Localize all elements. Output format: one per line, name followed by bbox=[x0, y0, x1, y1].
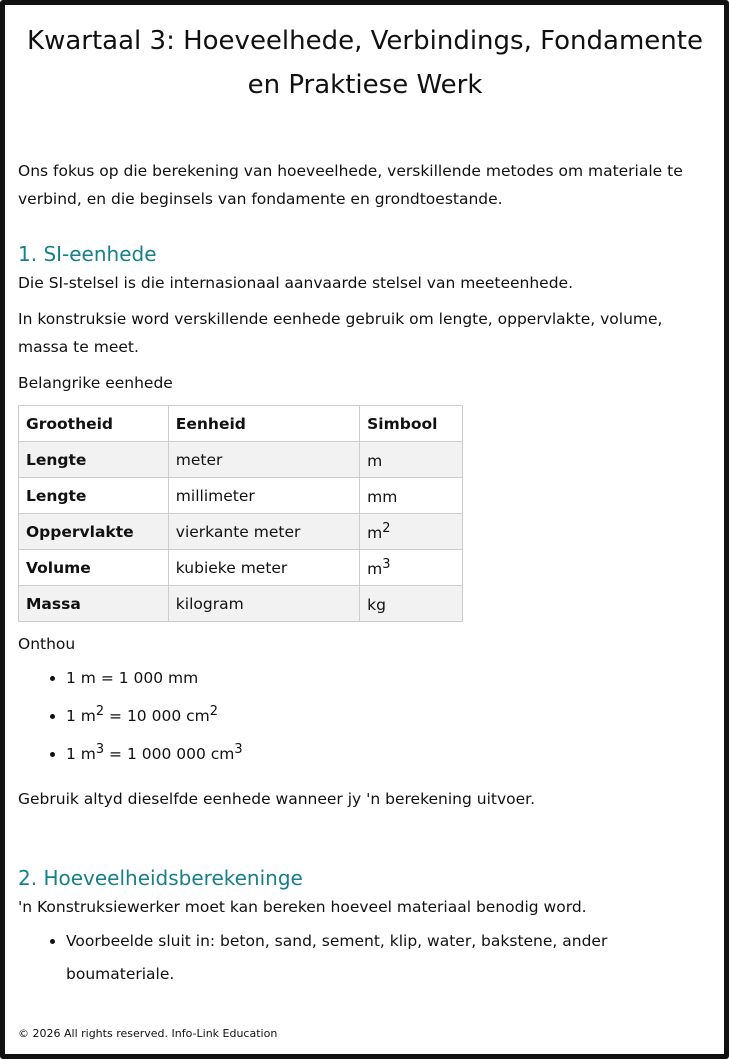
table-row bbox=[19, 478, 463, 514]
cell-unit: kubieke meter bbox=[168, 550, 359, 586]
header-quantity: Grootheid bbox=[19, 406, 169, 442]
construction-units-paragraph: In konstruksie word verskillende eenhede gebruik om lengte, oppervlakte, volume, massa te meet. bbox=[18, 310, 663, 356]
same-units-note: Gebruik altyd dieselfde eenhede wanneer jy 'n berekening uitvoer. bbox=[18, 790, 536, 809]
list-item: • Voorbeelde sluit in: beton, sand, sement, klip, water, bakstene, ander boumateriale. bbox=[66, 925, 712, 991]
table-row bbox=[19, 442, 463, 478]
table-caption: Belangrike eenhede bbox=[18, 374, 173, 392]
cell-quantity: Volume bbox=[19, 550, 169, 586]
materials-list bbox=[18, 925, 712, 991]
table-row bbox=[19, 586, 463, 622]
list-item: • 1 $m^3 = 1$ 000 000 $cm^3$ bbox=[66, 733, 712, 771]
cell-symbol: m bbox=[360, 442, 463, 478]
cell-symbol: kg bbox=[360, 586, 463, 622]
header-symbol: Simbool bbox=[360, 406, 463, 442]
units-table bbox=[18, 405, 463, 622]
cell-quantity: Oppervlakte bbox=[19, 514, 169, 550]
header-unit: Eenheid bbox=[168, 406, 359, 442]
list-item: • 1 m = 1 000 mm bbox=[66, 662, 712, 695]
cell-quantity: Lengte bbox=[19, 478, 169, 514]
remember-label: Onthou bbox=[18, 635, 76, 653]
section-heading-quantity-calculations: 2. Hoeveelheidsberekeninge bbox=[18, 866, 303, 891]
cell-unit: meter bbox=[168, 442, 359, 478]
cell-quantity: Lengte bbox=[19, 442, 169, 478]
list-item: • 1 $m^2 = 10$ 000 $cm^2$ bbox=[66, 695, 712, 733]
cell-unit: millimeter bbox=[168, 478, 359, 514]
si-definition-paragraph: Die SI-stelsel is die internasionaal aanvaarde stelsel van meeteenhede. bbox=[18, 274, 574, 292]
cell-symbol: $m^3$ bbox=[360, 550, 463, 586]
table-header-row bbox=[19, 406, 463, 442]
table-row bbox=[19, 550, 463, 586]
quantity-intro-paragraph: 'n Konstruksiewerker moet kan bereken hoeveel materiaal benodig word. bbox=[18, 898, 587, 917]
intro-paragraph: Ons fokus op die berekening van hoeveelhede, verskillende metodes om materiale te verbind, en die beginsels van fondamente en grondtoestande. bbox=[18, 162, 683, 208]
cell-unit: vierkante meter bbox=[168, 514, 359, 550]
table-row bbox=[19, 514, 463, 550]
cell-symbol: $m^2$ bbox=[360, 514, 463, 550]
copyright-footer: © 2026 All rights reserved. Info-Link Education bbox=[18, 1027, 278, 1040]
conversion-list bbox=[18, 662, 712, 771]
section-heading-si-units: 1. SI-eenhede bbox=[18, 242, 157, 266]
cell-unit: kilogram bbox=[168, 586, 359, 622]
cell-symbol: mm bbox=[360, 478, 463, 514]
page-title: Kwartaal 3: Hoeveelhede, Verbindings, Fondamente en Praktiese Werk bbox=[27, 26, 703, 100]
cell-quantity: Massa bbox=[19, 586, 169, 622]
